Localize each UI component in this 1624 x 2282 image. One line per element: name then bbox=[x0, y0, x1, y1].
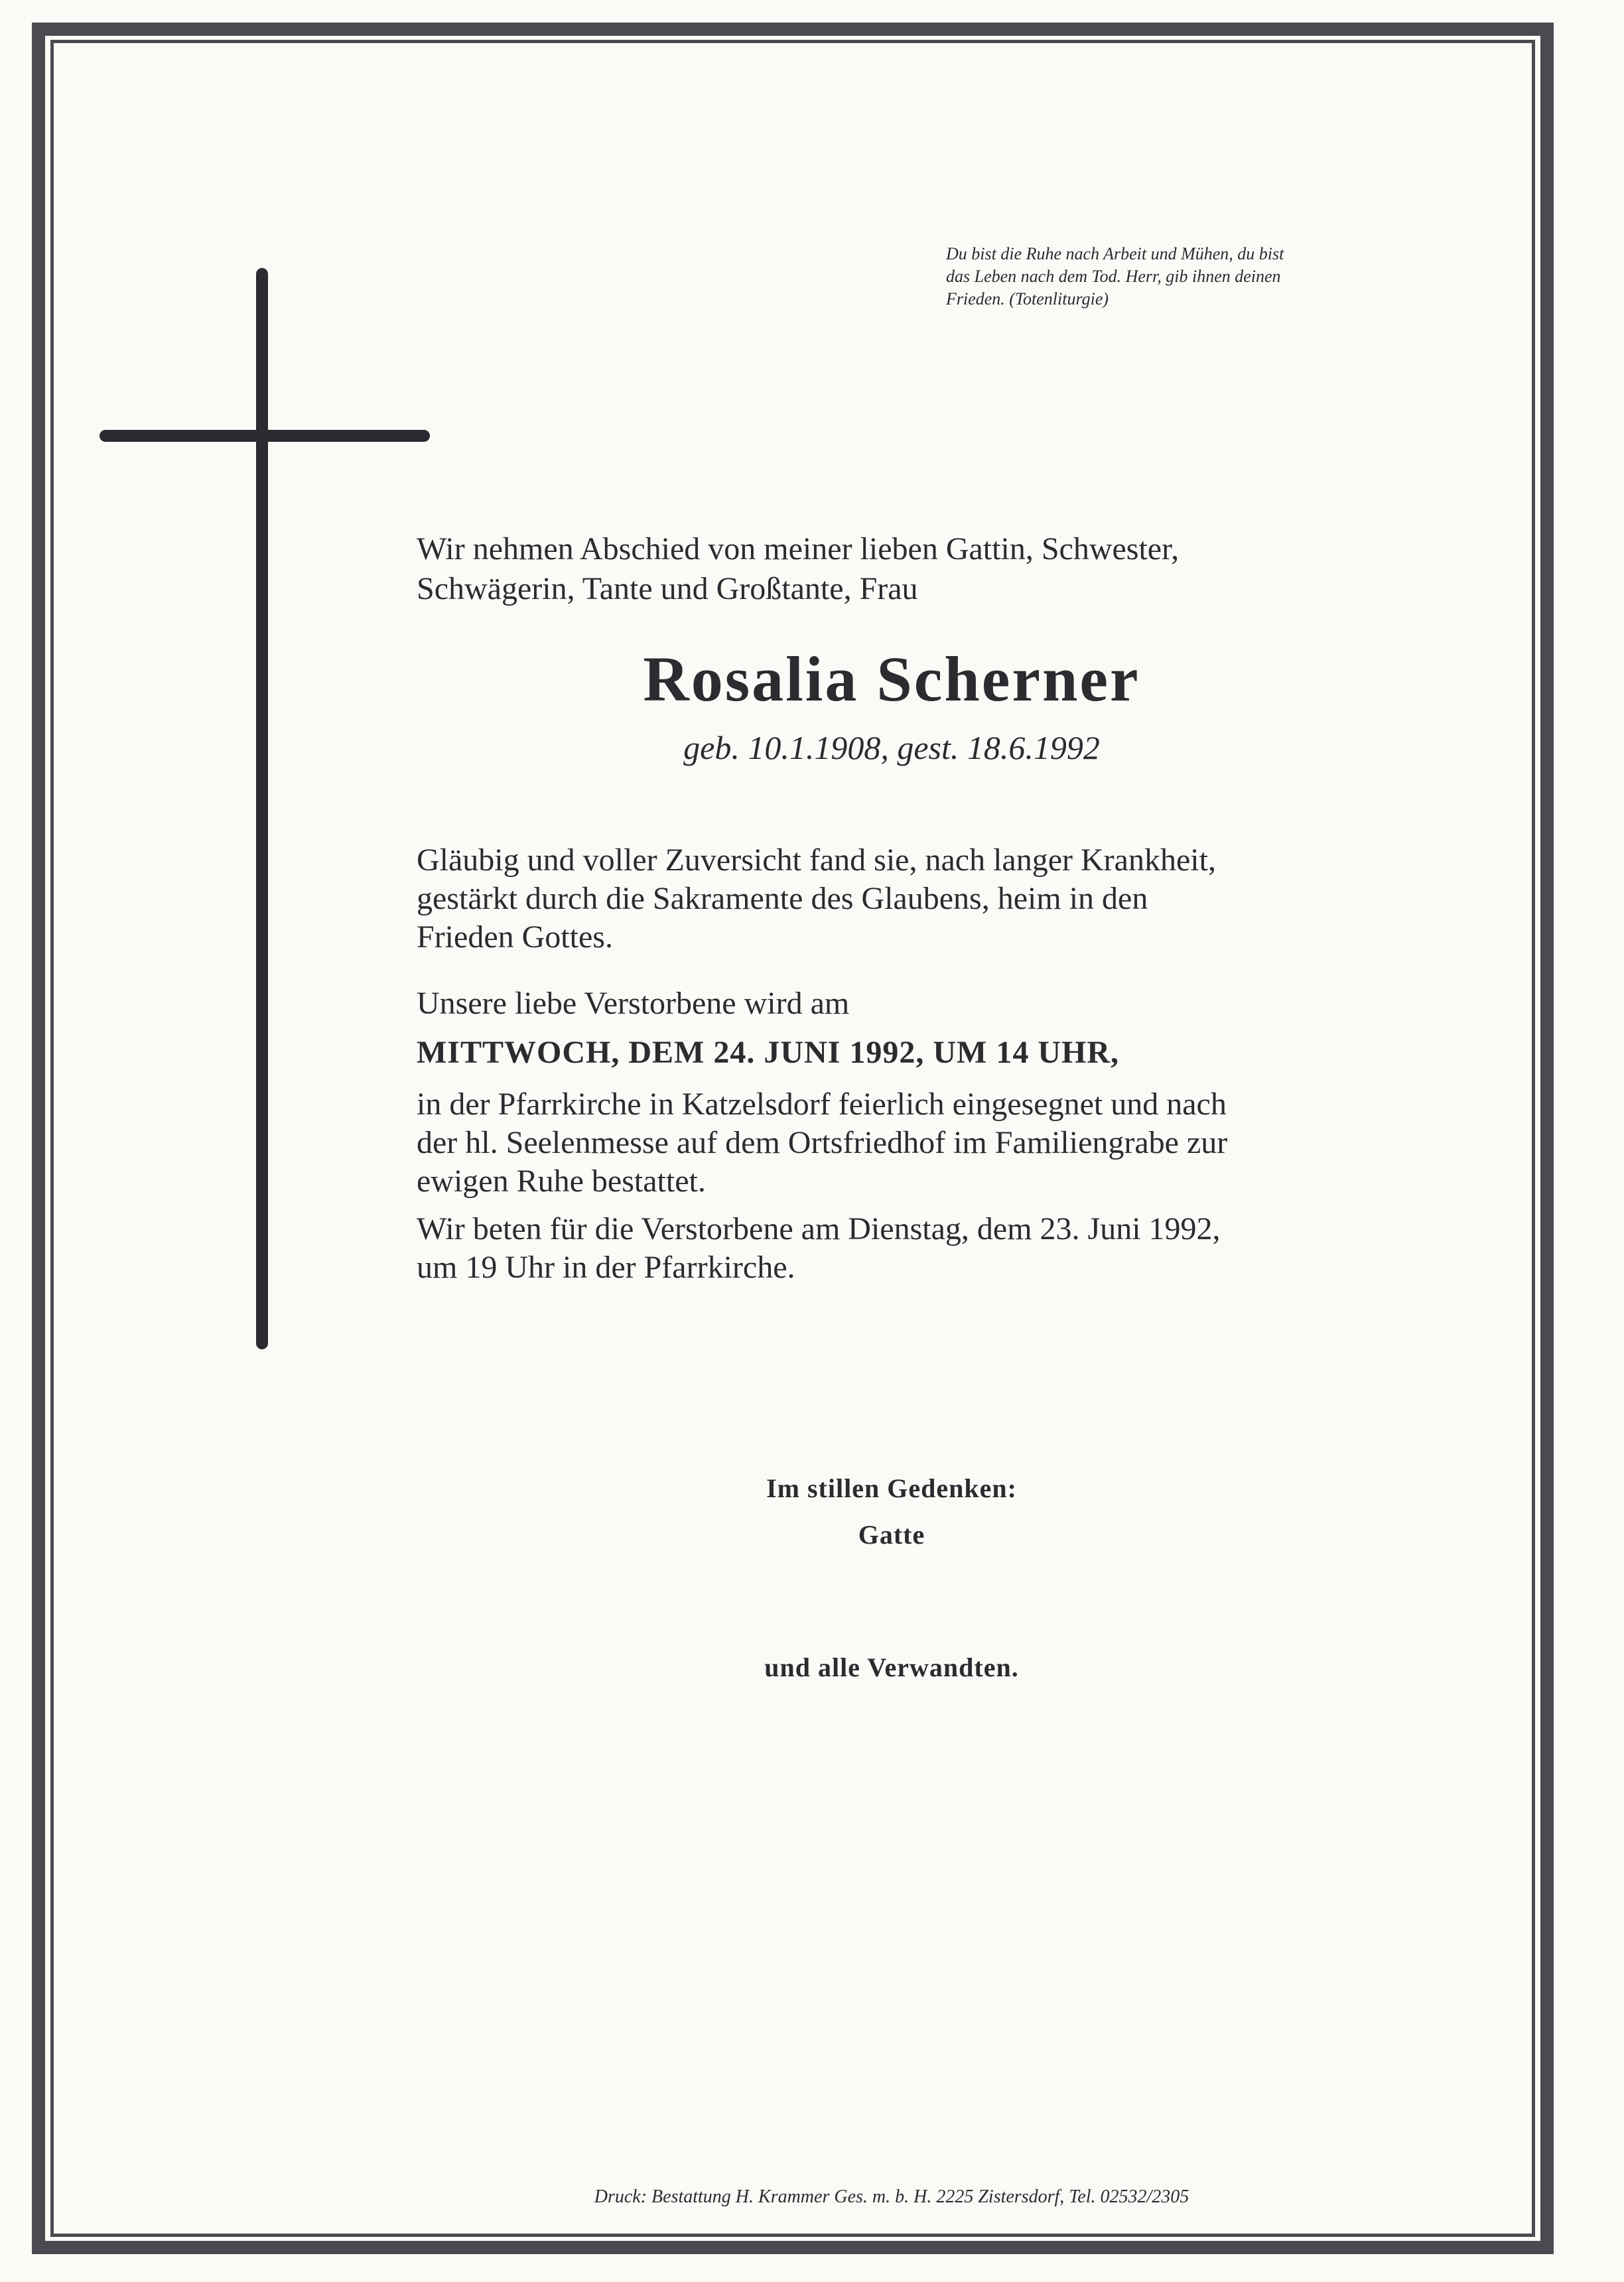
paragraph-announcement bbox=[417, 984, 849, 1023]
paragraph-line: in der Pfarrkirche in Katzelsdorf feierlich eingesegnet und nach bbox=[417, 1087, 1227, 1122]
deceased-name: Rosalia Scherner bbox=[643, 643, 1140, 714]
paragraph-line: um 19 Uhr in der Pfarrkirche. bbox=[417, 1250, 795, 1285]
life-dates: geb. 10.1.1908, gest. 18.6.1992 bbox=[683, 729, 1100, 766]
paragraph-prayer bbox=[417, 1210, 1221, 1287]
paragraph-line: gestärkt durch die Sakramente des Glaubens, heim in den bbox=[417, 881, 1148, 916]
closing-relatives: und alle Verwandten. bbox=[764, 1652, 1019, 1682]
cross-horizontal-bar bbox=[100, 430, 430, 442]
paragraph-line: Wir beten für die Verstorbene am Dienstag, dem 23. Juni 1992, bbox=[417, 1211, 1221, 1246]
closing-spouse: Gatte bbox=[858, 1520, 925, 1550]
paragraph-line: Frieden Gottes. bbox=[417, 919, 613, 955]
farewell-intro bbox=[417, 529, 1179, 609]
liturgy-quote bbox=[946, 243, 1397, 310]
quote-line: das Leben nach dem Tod. Herr, gib ihnen deinen bbox=[946, 267, 1281, 286]
paragraph-line: der hl. Seelenmesse auf dem Ortsfriedhof im Familiengrabe zur bbox=[417, 1125, 1228, 1160]
paragraph-burial bbox=[417, 1085, 1227, 1201]
quote-line: Du bist die Ruhe nach Arbeit und Mühen, du bist bbox=[946, 244, 1284, 263]
paragraph-line: Gläubig und voller Zuversicht fand sie, nach langer Krankheit, bbox=[417, 842, 1216, 878]
paragraph-faith bbox=[417, 841, 1216, 957]
paragraph-line: ewigen Ruhe bestattet. bbox=[417, 1164, 706, 1199]
paragraph-line: Unsere liebe Verstorbene wird am bbox=[417, 986, 850, 1021]
paragraph-line: MITTWOCH, DEM 24. JUNI 1992, UM 14 UHR, bbox=[417, 1035, 1119, 1070]
funeral-datetime bbox=[417, 1034, 1119, 1072]
intro-line: Schwägerin, Tante und Großtante, Frau bbox=[417, 571, 918, 606]
printer-footer: Druck: Bestattung H. Krammer Ges. m. b. H. 2225 Zistersdorf, Tel. 02532/2305 bbox=[594, 2186, 1189, 2207]
intro-line: Wir nehmen Abschied von meiner lieben Gattin, Schwester, bbox=[417, 531, 1180, 567]
closing-remembrance: Im stillen Gedenken: bbox=[766, 1473, 1017, 1503]
quote-line: Frieden. (Totenliturgie) bbox=[946, 289, 1109, 308]
